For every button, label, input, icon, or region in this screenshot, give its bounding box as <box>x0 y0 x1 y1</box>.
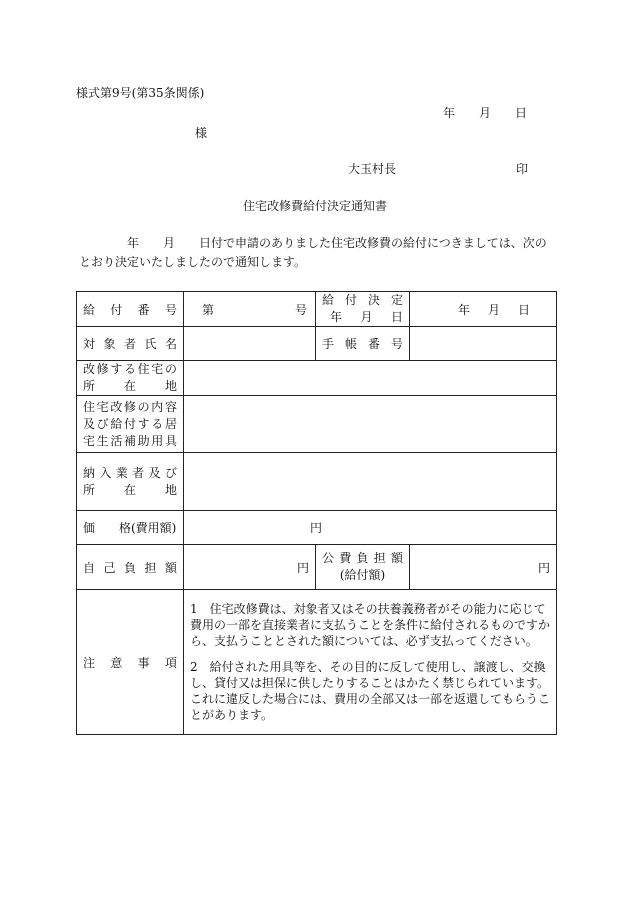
document-title: 住宅改修費給付決定通知書 <box>242 199 387 213</box>
table-row <box>77 511 557 545</box>
table-row <box>77 396 557 453</box>
public-pay-label-line1: 公 費 負 担 額 <box>322 551 403 565</box>
self-pay-cell <box>184 545 316 590</box>
house-location-label-line1: 改 修 す る 住 宅 の <box>83 362 177 376</box>
content-label-line1: 住 宅 改 修 の 内 容 <box>83 399 177 414</box>
payment-number-cell <box>184 292 316 327</box>
note-1: 1 住宅改修費は、対象者又はその扶養義務者がその能力に応じて費用の一部を直接業者に支払うことを条件に給付されるものですから、支払うこととされた額については、必ず支払ってください。 <box>190 602 551 648</box>
public-pay-label <box>316 545 410 590</box>
decision-date-label-line2: 年 月 日 <box>330 310 403 324</box>
house-location-label <box>77 361 184 396</box>
handbook-number-cell <box>410 327 557 361</box>
issuer-name: 大玉村長 <box>348 162 397 176</box>
body-line-1: 年 月 日付で申請のありました住宅改修費の給付につきましては、次の <box>79 236 547 250</box>
addressee: 様 <box>195 126 208 140</box>
table-row <box>77 453 557 511</box>
content-cell <box>184 396 557 453</box>
content-label-line2: 及 び 給 付 す る 居 <box>83 416 177 431</box>
notes-label <box>77 590 184 735</box>
seal-mark: 印 <box>516 162 529 176</box>
vendor-label-line1: 納 入 業 者 及 び <box>83 465 177 480</box>
notes-label-text: 注 意 事 項 <box>83 655 177 670</box>
spread-label: 給 付 番 号 <box>83 302 177 317</box>
issuer <box>348 160 529 177</box>
decision-date-label <box>316 292 410 327</box>
self-pay-label <box>77 545 184 590</box>
public-pay-label-line2: (給付額) <box>339 568 386 582</box>
vendor-cell <box>184 453 557 511</box>
form-number: 様式第9号(第35条関係) <box>76 86 205 100</box>
vendor-label-line2: 所 在 地 <box>83 482 177 497</box>
date-day: 日 <box>517 302 530 317</box>
public-pay-yen: 円 <box>537 560 550 575</box>
recipient-name-label <box>77 327 184 361</box>
handbook-number-label <box>316 327 410 361</box>
price-yen: 円 <box>310 521 323 535</box>
self-pay-yen: 円 <box>296 560 309 575</box>
date-month: 月 <box>487 302 500 317</box>
vendor-label <box>77 453 184 511</box>
notes-cell <box>184 590 557 735</box>
table-row <box>77 292 557 327</box>
house-location-cell <box>184 361 557 396</box>
number-suffix: 号 <box>294 302 307 317</box>
handbook-number-label-text: 手 帳 番 号 <box>322 337 403 351</box>
body-text <box>79 234 559 272</box>
price-cell <box>184 511 557 545</box>
issue-date: 年 月 日 <box>443 106 528 120</box>
self-pay-label-text: 自 己 負 担 額 <box>83 560 177 575</box>
house-location-label-line2: 所 在 地 <box>83 379 177 393</box>
recipient-name-cell <box>184 327 316 361</box>
table-row <box>77 545 557 590</box>
body-line-2: とおり決定いたしましたので通知します。 <box>79 255 307 269</box>
decision-date-cell <box>410 292 557 327</box>
price-label: 価 格(費用額) <box>77 511 184 545</box>
recipient-name-label-text: 対 象 者 氏 名 <box>83 337 177 351</box>
content-label-line3: 宅 生 活 補 助 用 具 <box>83 433 177 448</box>
date-year: 年 <box>458 302 471 317</box>
decision-date-label-line1: 給 付 決 定 <box>322 293 403 307</box>
table-row <box>77 590 557 735</box>
number-prefix: 第 <box>202 302 215 317</box>
payment-number-label <box>77 292 184 327</box>
table-row <box>77 327 557 361</box>
note-2: 2 給付された用具等を、その目的に反して使用し、譲渡し、交換し、貸付又は担保に供したりすることはかたく禁じられています。これに違反した場合には、費用の全部又は一部を返還してもらうことがあります。 <box>190 660 551 722</box>
decision-table <box>76 291 557 735</box>
content-label <box>77 396 184 453</box>
public-pay-cell <box>410 545 557 590</box>
table-row <box>77 361 557 396</box>
